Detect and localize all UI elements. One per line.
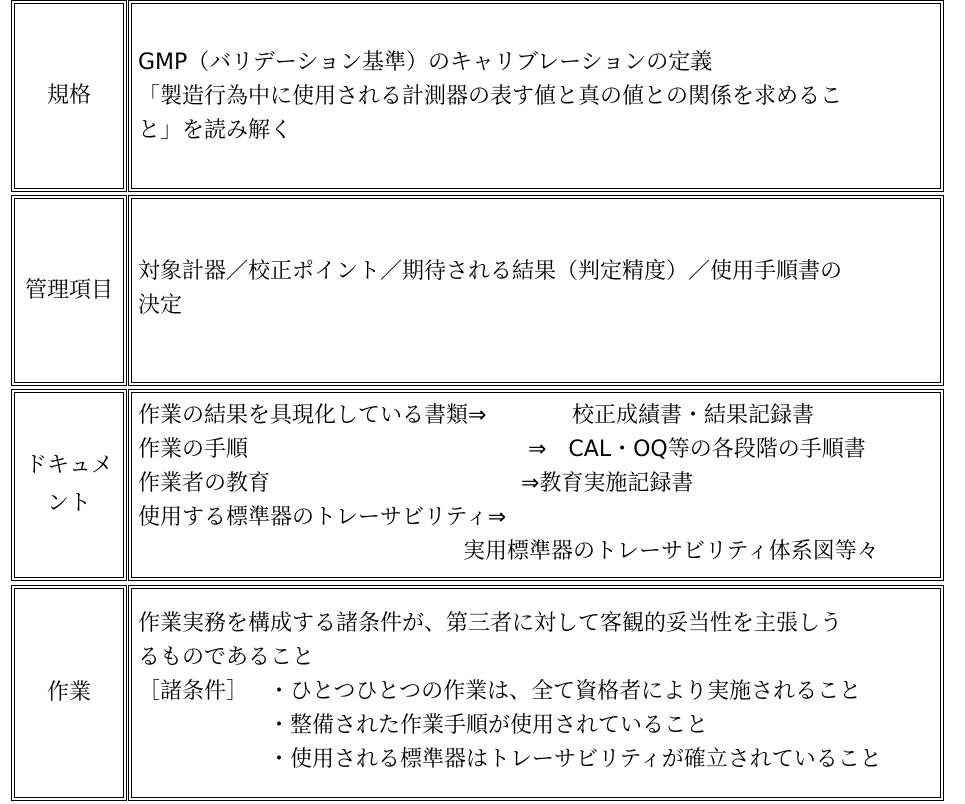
condition-item	[138, 675, 934, 709]
doc-last-text: 実用標準器のトレーサビリティ体系図等々	[463, 539, 879, 564]
doc-item-left: 作業の手順	[138, 437, 249, 462]
content-cell-sagyo	[131, 588, 941, 798]
conditions-label: ［諸条件］	[138, 679, 249, 704]
doc-item-left: 作業者の教育	[138, 471, 271, 496]
content-cell-document	[131, 392, 941, 578]
condition-item	[138, 743, 934, 777]
label-cell-kikaku	[14, 3, 124, 189]
content-cell-kikaku	[131, 3, 941, 189]
label-cell-kanri	[14, 198, 124, 383]
text-line: 決定	[138, 293, 183, 318]
text-line: と」を読み解く	[138, 118, 293, 143]
doc-item-left: 使用する標準器のトレーサビリティ⇒	[138, 505, 507, 530]
doc-item-left: 作業の結果を具現化している書類⇒	[138, 403, 487, 428]
text-line: 「製造行為中に使用される計測器の表す値と真の値との関係を求めるこ	[138, 84, 843, 109]
doc-item	[138, 433, 934, 467]
condition-item	[138, 709, 934, 743]
text-line: 作業実務を構成する諸条件が、第三者に対して客観的妥当性を主張しう	[138, 611, 843, 636]
doc-item	[138, 399, 934, 433]
label-cell-sagyo	[14, 588, 124, 798]
condition-text: ・ひとつひとつの作業は、全て資格者により実施されること	[268, 679, 862, 704]
doc-item-right: 校正成績書・結果記録書	[572, 403, 815, 428]
content-cell-kanri	[131, 198, 941, 383]
label-cell-document	[14, 392, 124, 578]
doc-item-right: ⇒教育実施記録書	[521, 471, 694, 496]
row-label-line1: ドキュメ	[24, 453, 113, 478]
text-line: GMP（バリデーション基準）のキャリブレーションの定義	[138, 50, 713, 75]
row-label: 規格	[46, 83, 91, 108]
doc-item	[138, 501, 934, 535]
doc-item-right: ⇒ CAL・OQ等の各段階の手順書	[528, 437, 866, 462]
doc-item	[138, 467, 934, 501]
text-line: るものであること	[138, 645, 315, 670]
condition-text: ・整備された作業手順が使用されていること	[268, 713, 709, 738]
doc-last-line	[138, 535, 934, 569]
condition-text: ・使用される標準器はトレーサビリティが確立されていること	[268, 747, 882, 772]
row-label: 作業	[46, 680, 91, 705]
row-label-line2: ント	[46, 491, 91, 516]
row-label: 管理項目	[24, 277, 113, 303]
text-line: 対象計器／校正ポイント／期待される結果（判定精度）／使用手順書の	[138, 259, 843, 284]
